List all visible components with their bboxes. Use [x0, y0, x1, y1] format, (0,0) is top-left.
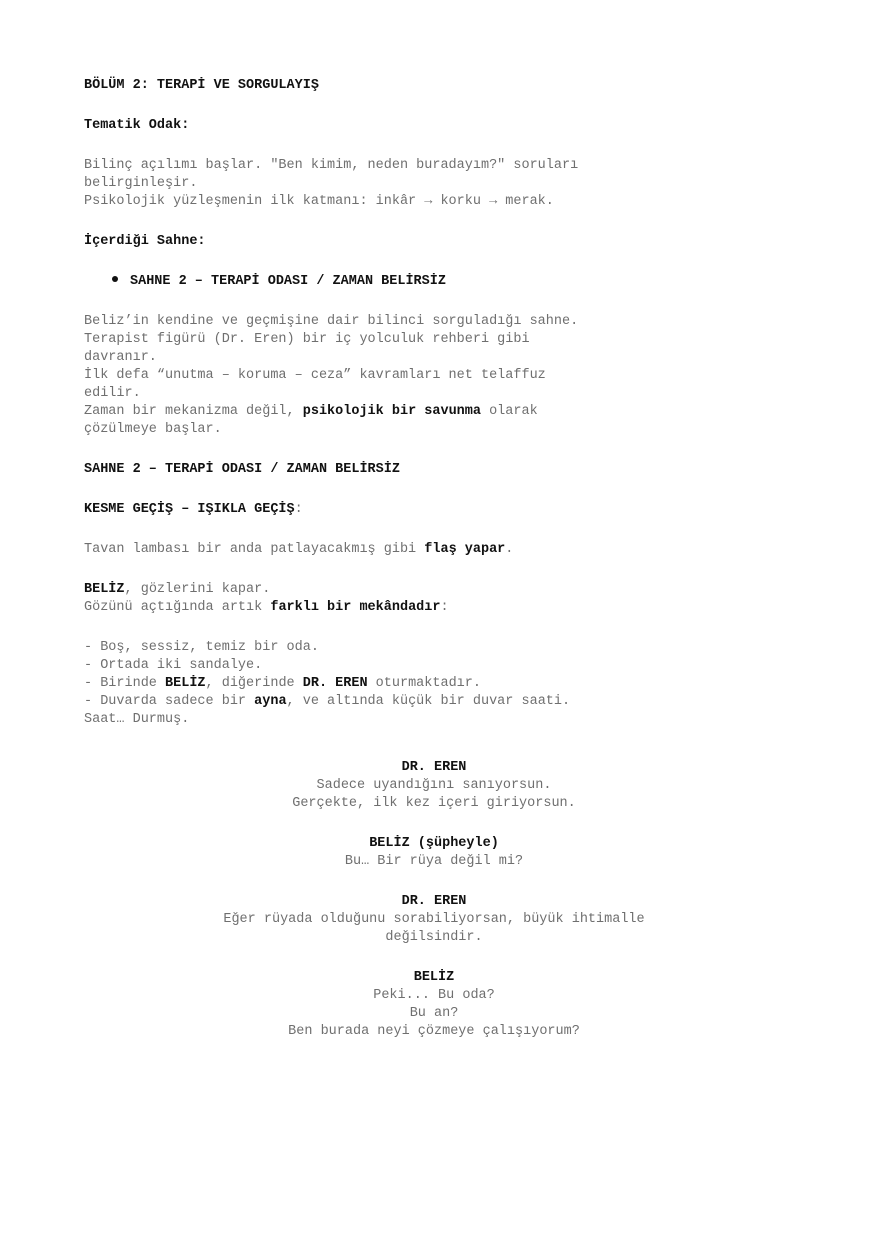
summary-line-6-bold: psikolojik bir savunma: [302, 404, 481, 419]
dialogue-3-line-1: Eğer rüyada olduğunu sorabiliyorsan, büyük ihtimalle: [223, 912, 645, 927]
action-2-line-2-post: :: [440, 600, 449, 615]
action-3-line-3-bold-2: DR. EREN: [302, 676, 368, 691]
scene-list-item-text: SAHNE 2 – TERAPİ ODASI / ZAMAN BELİRSİZ: [130, 274, 446, 289]
dialogue-block-4: [84, 969, 784, 1041]
page-content: [84, 77, 784, 1041]
thematic-label-text: Tematik Odak:: [84, 118, 190, 133]
transition-suffix: :: [294, 502, 303, 517]
contains-label: [84, 233, 784, 251]
action-2-line-2-bold: farklı bir mekândadır: [270, 600, 441, 615]
action-3-line-4: [84, 693, 784, 711]
summary-line-6: [84, 403, 784, 421]
action-1-post: .: [505, 542, 514, 557]
action-2-line-1-post: , gözlerini kapar.: [124, 582, 271, 597]
scene-list: [84, 273, 784, 291]
action-3-line-3-mid: , diğerinde: [205, 676, 303, 691]
transition: [84, 501, 784, 519]
thematic-line-1: Bilinç açılımı başlar. "Ben kimim, neden buradayım?" soruları: [84, 158, 579, 173]
thematic-line-2: belirginleşir.: [84, 176, 198, 191]
action-3-line-4-bold: ayna: [254, 694, 287, 709]
action-3-line-1: - Boş, sessiz, temiz bir oda.: [84, 640, 319, 655]
thematic-line-3: Psikolojik yüzleşmenin ilk katmanı: inkâr → korku → merak.: [84, 194, 554, 209]
dialogue-character-3: DR. EREN: [401, 894, 467, 909]
action-3-line-4-post: , ve altında küçük bir duvar saati.: [286, 694, 571, 709]
action-2-line-1-bold: BELİZ: [84, 582, 125, 597]
summary-line-1: Beliz’in kendine ve geçmişine dair bilinci sorguladığı sahne.: [84, 314, 579, 329]
summary-line-7: çözülmeye başlar.: [84, 422, 222, 437]
dialogue-4-line-3: Ben burada neyi çözmeye çalışıyorum?: [288, 1024, 580, 1039]
dialogue-block-1: [84, 759, 784, 813]
summary-line-2: Terapist figürü (Dr. Eren) bir iç yolculuk rehberi gibi: [84, 332, 530, 347]
dialogue-character-4: BELİZ: [413, 970, 455, 985]
action-3-line-3-bold-1: BELİZ: [165, 676, 206, 691]
summary-line-6-post: olarak: [480, 404, 538, 419]
dialogue-block-3: [84, 893, 784, 947]
dialogue-4-line-2: Bu an?: [409, 1006, 459, 1021]
action-3-line-3: [84, 675, 784, 693]
dialogue-4-line-1: Peki... Bu oda?: [373, 988, 495, 1003]
part-title: BÖLÜM 2: TERAPİ VE SORGULAYIŞ: [84, 78, 319, 93]
summary-line-5: edilir.: [84, 386, 141, 401]
action-3-line-3-post: oturmaktadır.: [367, 676, 481, 691]
dialogue-block-2: [84, 835, 784, 871]
scene-heading: SAHNE 2 – TERAPİ ODASI / ZAMAN BELİRSİZ: [84, 462, 400, 477]
thematic-label: [84, 117, 784, 135]
contains-label-text: İçerdiği Sahne:: [84, 234, 206, 249]
summary-line-6-pre: Zaman bir mekanizma değil,: [84, 404, 303, 419]
action-3-line-2: - Ortada iki sandalye.: [84, 658, 263, 673]
scene-list-item: [112, 273, 784, 291]
dialogue-character-2: BELİZ (şüpheyle): [369, 836, 499, 851]
action-3-line-5: Saat… Durmuş.: [84, 712, 190, 727]
dialogue-1-line-1: Sadece uyandığını sanıyorsun.: [316, 778, 552, 793]
dialogue-3-line-2: değilsindir.: [385, 930, 483, 945]
dialogue-1-line-2: Gerçekte, ilk kez içeri giriyorsun.: [292, 796, 576, 811]
action-2-line-1: [84, 581, 784, 599]
dialogue-character-1: DR. EREN: [401, 760, 467, 775]
action-3-line-3-pre: - Birinde: [84, 676, 166, 691]
action-2-line-2: [84, 599, 784, 617]
action-1-pre: Tavan lambası bir anda patlayacakmış gibi: [84, 542, 425, 557]
action-1-bold: flaş yapar: [424, 542, 506, 557]
transition-bold: KESME GEÇİŞ – IŞIKLA GEÇİŞ: [84, 502, 295, 517]
bullet-dot-icon: [112, 276, 118, 282]
action-3-line-4-pre: - Duvarda sadece bir: [84, 694, 255, 709]
action-2-line-2-pre: Gözünü açtığında artık: [84, 600, 271, 615]
summary-line-4: İlk defa “unutma – koruma – ceza” kavramları net telaffuz: [84, 368, 546, 383]
dialogue-2-line-1: Bu… Bir rüya değil mi?: [344, 854, 524, 869]
action-1: [84, 541, 784, 559]
summary-line-3: davranır.: [84, 350, 157, 365]
